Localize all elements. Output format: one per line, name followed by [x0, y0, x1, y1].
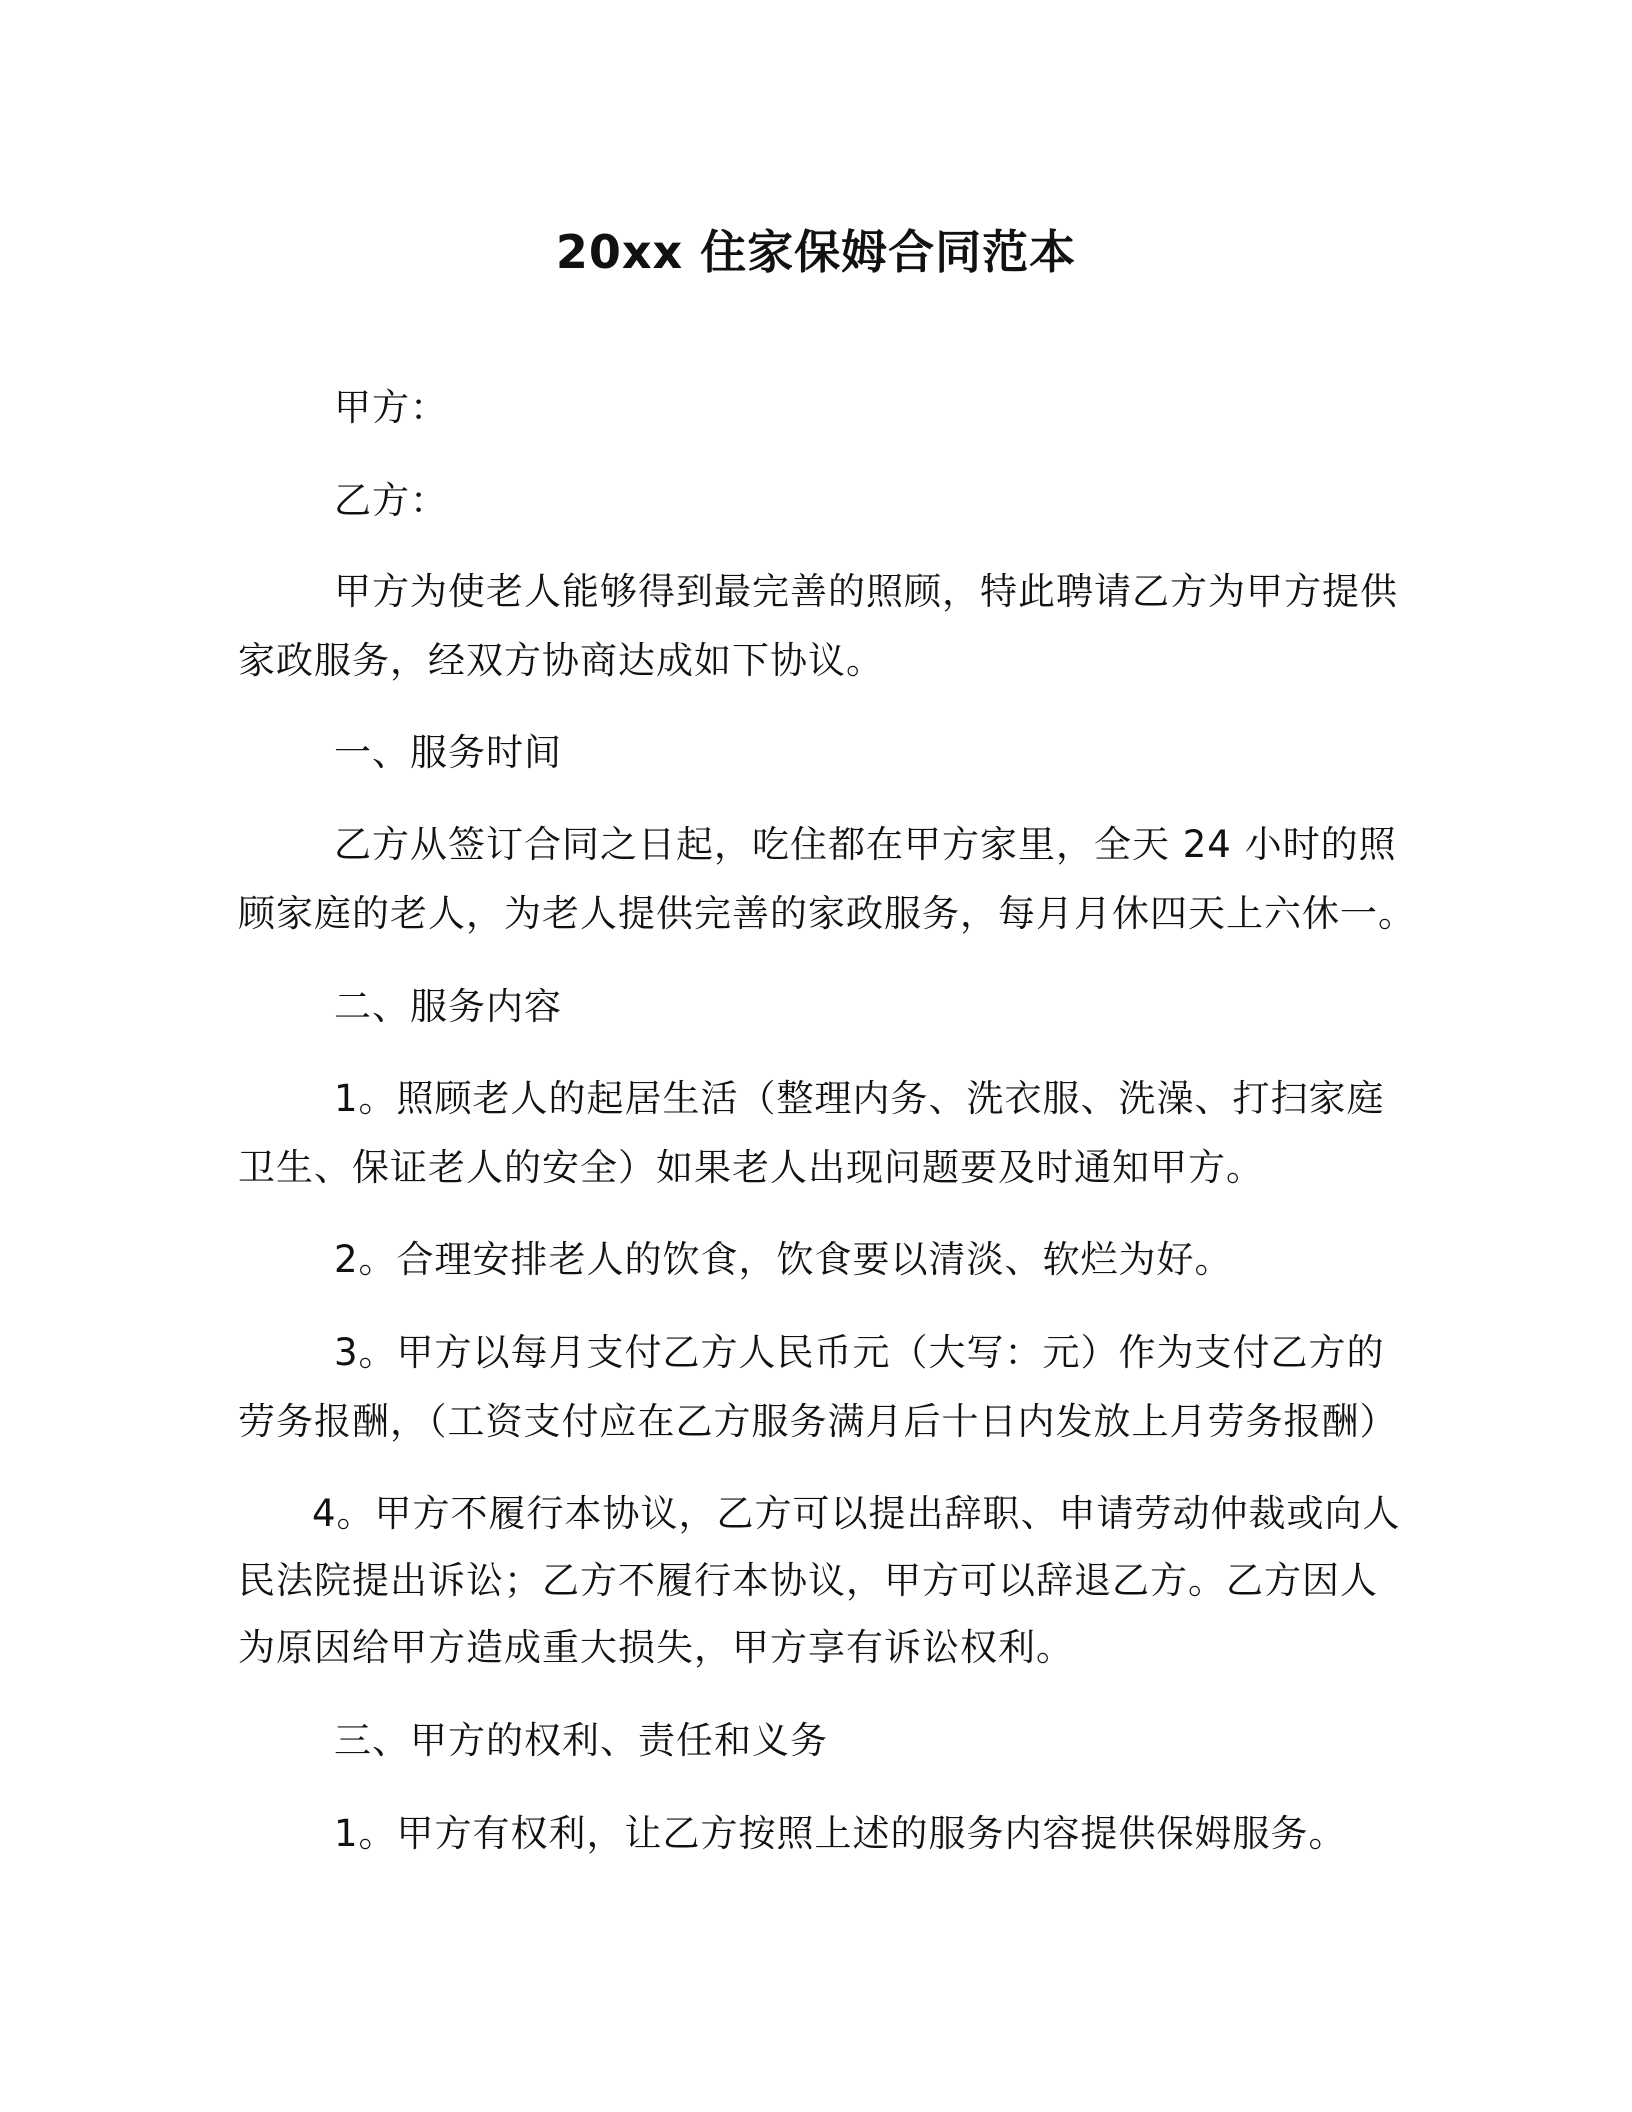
service-time-paragraph-line-2: 顾家庭的老人，为老人提供完善的家政服务，每月月休四天上六休一。 — [238, 892, 1416, 935]
service-item-3-line-1: 3。甲方以每月支付乙方人民币元（大写：元）作为支付乙方的 — [334, 1331, 1385, 1374]
section-heading-service-time: 一、服务时间 — [334, 731, 562, 774]
party-b-label: 乙方： — [334, 479, 448, 522]
section-heading-party-a-rights: 三、甲方的权利、责任和义务 — [334, 1719, 828, 1762]
service-item-2: 2。合理安排老人的饮食，饮食要以清淡、软烂为好。 — [334, 1238, 1233, 1281]
service-item-4-line-2: 民法院提出诉讼；乙方不履行本协议，甲方可以辞退乙方。乙方因人 — [238, 1559, 1378, 1602]
intro-paragraph-line-1: 甲方为使老人能够得到最完善的照顾，特此聘请乙方为甲方提供 — [334, 570, 1398, 613]
intro-paragraph-line-2: 家政服务，经双方协商达成如下协议。 — [238, 639, 884, 682]
service-time-paragraph-line-1: 乙方从签订合同之日起，吃住都在甲方家里，全天 24 小时的照 — [334, 823, 1397, 866]
service-item-4-line-3: 为原因给甲方造成重大损失，甲方享有诉讼权利。 — [238, 1626, 1074, 1669]
service-item-1-line-1: 1。照顾老人的起居生活（整理内务、洗衣服、洗澡、打扫家庭 — [334, 1077, 1385, 1120]
party-a-label: 甲方： — [334, 386, 448, 429]
section-heading-service-content: 二、服务内容 — [334, 985, 562, 1028]
document-title: 20xx 住家保姆合同范本 — [555, 225, 1077, 279]
service-item-3-line-2: 劳务报酬，（工资支付应在乙方服务满月后十日内发放上月劳务报酬） — [238, 1400, 1398, 1443]
service-item-4-line-1: 4。甲方不履行本协议，乙方可以提出辞职、申请劳动仲裁或向人 — [312, 1492, 1401, 1535]
party-a-rights-item-1: 1。甲方有权利，让乙方按照上述的服务内容提供保姆服务。 — [334, 1812, 1347, 1855]
service-item-1-line-2: 卫生、保证老人的安全）如果老人出现问题要及时通知甲方。 — [238, 1146, 1264, 1189]
